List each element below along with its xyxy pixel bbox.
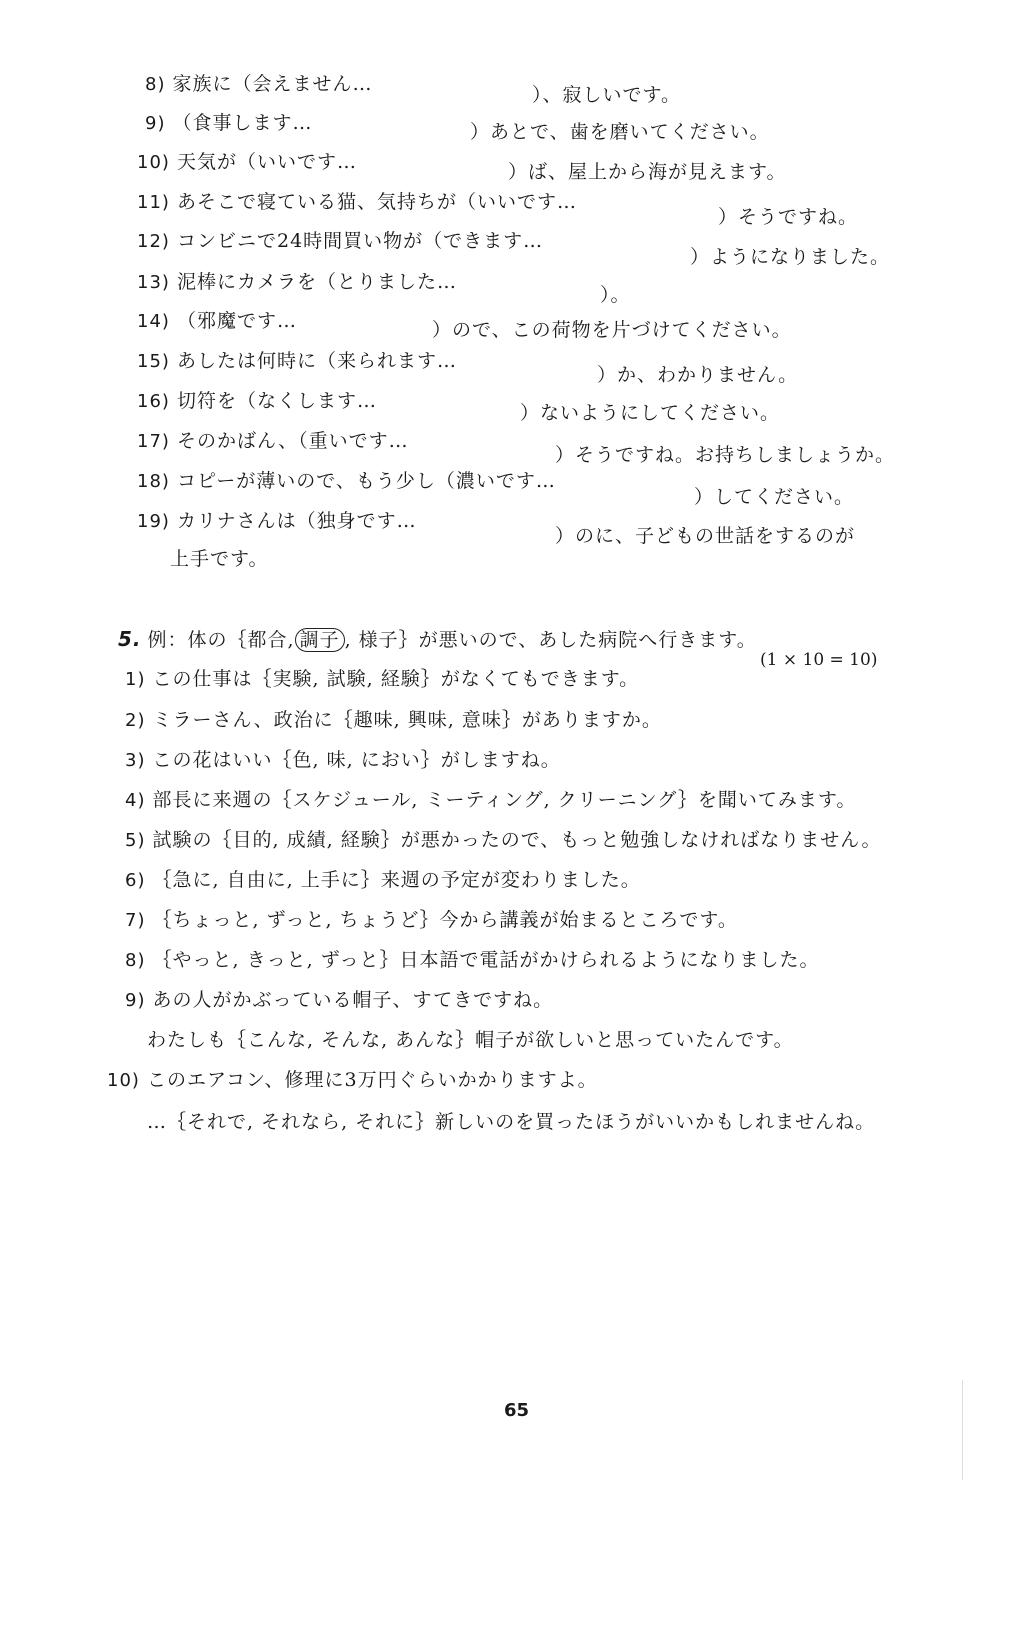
item-number: 10) <box>137 152 170 173</box>
item-number: 4) <box>125 790 146 811</box>
item-16-ending: ）ないようにしてください。 <box>520 402 781 424</box>
item-number: 3) <box>125 750 146 771</box>
item-text: 天気が（いいです… <box>176 151 357 173</box>
item-11-ending: ）そうですね。 <box>718 206 859 228</box>
item-text: この仕事は｛実験, 試験, 経験｝がなくてもできます。 <box>152 668 640 690</box>
item-text: コピーが薄いので、もう少し（濃いです… <box>176 470 556 492</box>
item-text: この花はいい｛色, 味, におい｝がしますね。 <box>152 749 561 771</box>
scan-edge-line <box>962 1380 963 1480</box>
item-8-ending: ）、寂しいです。 <box>532 84 681 106</box>
item-text: （邪魔です… <box>176 310 297 332</box>
item-text: そのかばん、（重いです… <box>176 430 409 452</box>
example-label: 例： <box>147 629 188 651</box>
exercise-item-11 <box>137 190 577 215</box>
exercise-item-14 <box>137 309 297 334</box>
item-text: カリナさんは（独身です… <box>176 510 417 532</box>
item-text: コンビニで24時間買い物が（できます… <box>176 230 544 252</box>
choice-item-9-continuation: わたしも｛こんな, そんな, あんな｝帽子が欲しいと思っていたんです。 <box>147 1029 794 1051</box>
item-12-ending: ）ようになりました。 <box>690 246 891 268</box>
item-13-ending: ）。 <box>600 284 631 306</box>
score-formula: (1 × 10 = 10) <box>760 650 878 670</box>
item-9-ending: ）あとで、歯を磨いてください。 <box>470 121 770 143</box>
item-number: 14) <box>137 311 170 332</box>
item-number: 8) <box>145 74 166 95</box>
exercise-item-8 <box>145 72 373 97</box>
choice-item-7 <box>125 908 738 933</box>
section-number: 5. <box>118 627 142 651</box>
item-text: 家族に（会えません… <box>172 73 373 95</box>
page-number: 65 <box>503 1400 530 1421</box>
item-text: ｛急に, 自由に, 上手に｝来週の予定が変わりました。 <box>152 869 641 891</box>
item-text: あそこで寝ている猫、気持ちが（いいです… <box>176 191 577 213</box>
choice-item-10-continuation: …｛それで, それなら, それに｝新しいのを買ったほうがいいかもしれませんね。 <box>147 1111 876 1133</box>
choice-item-4 <box>125 788 856 813</box>
item-number: 2) <box>125 710 146 731</box>
item-number: 1) <box>125 669 146 690</box>
item-text: ミラーさん、政治に｛趣味, 興味, 意味｝がありますか。 <box>152 709 662 731</box>
item-number: 19) <box>137 511 170 532</box>
item-15-ending: ）か、わかりません。 <box>597 364 799 386</box>
item-text: ｛ちょっと, ずっと, ちょうど｝今から講義が始まるところです。 <box>152 909 738 931</box>
exercise-item-12 <box>137 229 543 254</box>
item-number: 17) <box>137 431 170 452</box>
item-number: 7) <box>125 910 146 931</box>
item-number: 8) <box>125 950 146 971</box>
item-number: 16) <box>137 391 170 412</box>
choice-item-8 <box>125 948 820 973</box>
exercise-item-9 <box>145 111 313 136</box>
choice-item-2 <box>125 708 662 733</box>
section-5-example <box>118 627 757 652</box>
item-text: （食事します… <box>172 112 313 134</box>
example-text-after: , 様子｝が悪いので、あした病院へ行きます。 <box>344 629 757 651</box>
exercise-item-13 <box>137 270 457 295</box>
item-number: 18) <box>137 471 170 492</box>
item-number: 9) <box>145 113 166 134</box>
item-number: 13) <box>137 272 170 293</box>
choice-item-3 <box>125 748 561 773</box>
choice-item-10 <box>107 1068 598 1093</box>
item-10-ending: ）ば、屋上から海が見えます。 <box>508 161 787 183</box>
item-text: あの人がかぶっている帽子、すてきですね。 <box>152 989 554 1011</box>
item-number: 10) <box>107 1070 140 1091</box>
item-number: 6) <box>125 870 146 891</box>
item-text: 試験の｛目的, 成績, 経験｝が悪かったので、もっと勉強しなければなりません。 <box>152 829 882 851</box>
exercise-item-10 <box>137 150 357 175</box>
item-text: あしたは何時に（来られます… <box>176 350 457 372</box>
item-number: 11) <box>137 192 170 213</box>
exercise-item-16 <box>137 389 377 414</box>
choice-item-6 <box>125 868 641 893</box>
exercise-item-15 <box>137 349 457 374</box>
item-text: 切符を（なくします… <box>176 390 377 412</box>
exercise-item-17 <box>137 429 409 454</box>
item-text: このエアコン、修理に3万円ぐらいかかりますよ。 <box>146 1069 598 1091</box>
item-18-ending: ）してください。 <box>694 486 855 508</box>
exercise-item-19 <box>137 509 417 534</box>
circled-answer: 調子 <box>295 628 345 652</box>
item-text: 泥棒にカメラを（とりました… <box>176 271 457 293</box>
choice-item-1 <box>125 667 639 692</box>
exercise-item-18 <box>137 469 556 494</box>
item-text: ｛やっと, きっと, ずっと｝日本語で電話がかけられるようになりました。 <box>152 949 820 971</box>
item-number: 9) <box>125 990 146 1011</box>
item-19-ending: ）のに、子どもの世話をするのが <box>555 525 856 547</box>
item-17-ending: ）そうですね。お持ちしましょうか。 <box>555 444 896 466</box>
item-number: 12) <box>137 231 170 252</box>
item-number: 5) <box>125 830 146 851</box>
item-19-continuation: 上手です。 <box>170 548 269 570</box>
example-text-before: 体の｛都合, <box>187 629 295 651</box>
item-14-ending: ）ので、この荷物を片づけてください。 <box>432 319 792 341</box>
item-number: 15) <box>137 351 170 372</box>
choice-item-9 <box>125 988 553 1013</box>
item-text: 部長に来週の｛スケジュール, ミーティング, クリーニング｝を聞いてみます。 <box>152 789 857 811</box>
choice-item-5 <box>125 828 881 853</box>
